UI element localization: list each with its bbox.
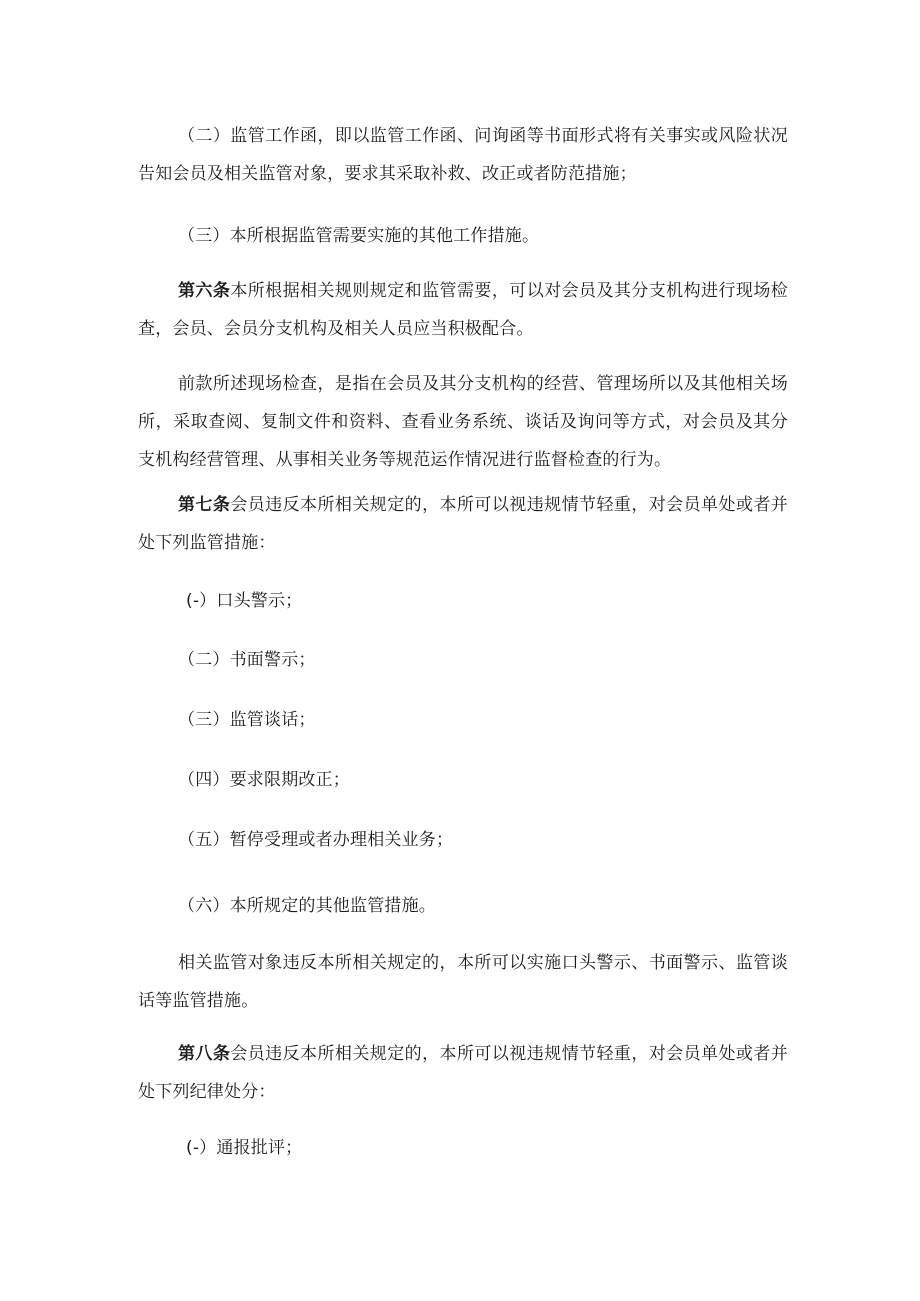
article-7-item: （二）书面警示；	[178, 650, 316, 670]
article-7	[138, 486, 788, 562]
paragraph-related-targets: 相关监管对象违反本所相关规定的，本所可以实施口头警示、书面警示、监管谈话等监管措施。	[138, 953, 788, 1011]
article-6	[138, 272, 788, 348]
article-7-item: （三）监管谈话；	[178, 710, 316, 730]
article-6-text: 本所根据相关规则规定和监管需要，可以对会员及其分支机构进行现场检查，会员、会员分支机构及相关人员应当积极配合。	[138, 281, 788, 339]
article-6-label: 第六条	[178, 281, 231, 301]
article-8-label: 第八条	[178, 1044, 231, 1064]
article-8-item: (-）通报批评；	[186, 1138, 303, 1158]
paragraph-supervision-letter: （二）监管工作函，即以监管工作函、问询函等书面形式将有关事实或风险状况告知会员及相关监管对象，要求其采取补救、改正或者防范措施；	[138, 126, 788, 184]
article-7-item: (-）口头警示；	[186, 591, 303, 611]
paragraph-other-measures: （三）本所根据监管需要实施的其他工作措施。	[178, 226, 540, 246]
article-7-item: （五）暂停受理或者办理相关业务；	[178, 830, 454, 850]
article-7-text: 会员违反本所相关规定的，本所可以视违规情节轻重，对会员单处或者并处下列监管措施：	[138, 495, 788, 553]
article-8-text: 会员违反本所相关规定的，本所可以视违规情节轻重，对会员单处或者并处下列纪律处分：	[138, 1044, 788, 1102]
article-7-label: 第七条	[178, 495, 231, 515]
article-8	[138, 1035, 788, 1111]
paragraph-onsite-inspection: 前款所述现场检查，是指在会员及其分支机构的经营、管理场所以及其他相关场所，采取查阅、复制文件和资料、查看业务系统、谈话及询问等方式，对会员及其分支机构经营管理、从事相关业务等规范运作情况进行监督检查的行为。	[138, 374, 788, 470]
article-7-item: （六）本所规定的其他监管措施。	[178, 896, 436, 916]
article-7-item: （四）要求限期改正；	[178, 770, 350, 790]
